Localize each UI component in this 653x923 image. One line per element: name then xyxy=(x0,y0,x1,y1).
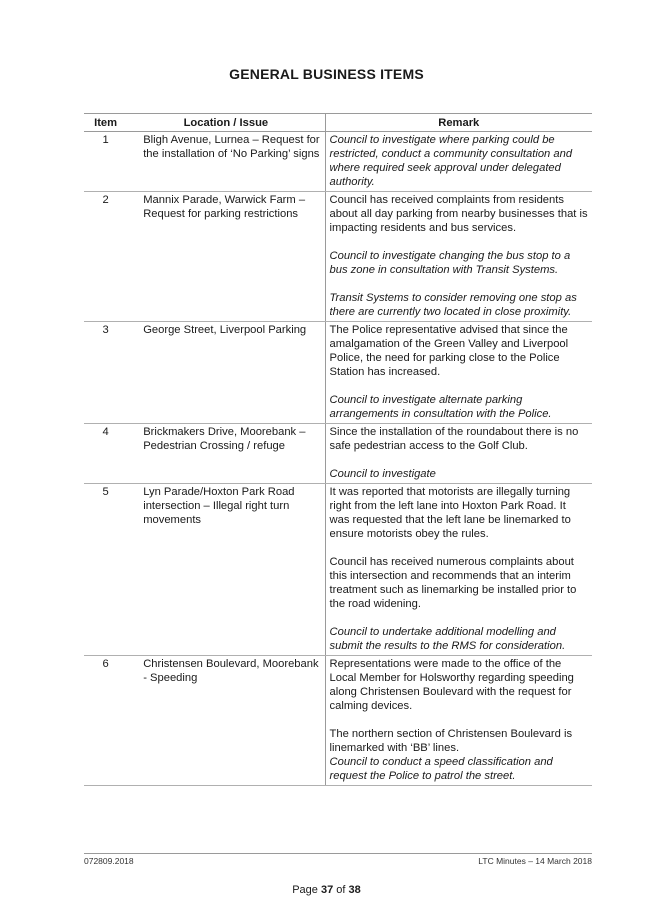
remark-paragraph: Transit Systems to consider removing one stop as there are currently two located in close proximity. xyxy=(329,292,577,318)
item-number: 4 xyxy=(84,424,127,484)
remark-cell xyxy=(325,424,592,484)
remark-paragraph: Council has received complaints from residents about all day parking from nearby businesses that is impacting residents and bus services. xyxy=(329,194,588,234)
location-issue: George Street, Liverpool Parking xyxy=(127,322,325,424)
header-location: Location / Issue xyxy=(127,114,325,132)
table-row xyxy=(84,132,592,192)
page-current: 37 xyxy=(320,884,334,896)
footer-doc-number: 072809.2018 xyxy=(84,856,134,866)
item-number: 3 xyxy=(84,322,127,424)
remark-paragraph: Council to investigate changing the bus stop to a bus zone in consultation with Transit Systems. xyxy=(329,250,571,276)
location-issue: Bligh Avenue, Lurnea – Request for the installation of ‘No Parking’ signs xyxy=(127,132,325,192)
table-header-row xyxy=(84,114,592,132)
remark-paragraph: Representations were made to the office of the Local Member for Holsworthy regarding speeding along Christensen Boulevard with the request for calming devices. xyxy=(329,658,574,712)
table-row xyxy=(84,656,592,786)
page-prefix: Page xyxy=(292,884,318,896)
header-remark: Remark xyxy=(325,114,592,132)
remark-paragraph: The northern section of Christensen Boulevard is linemarked with ‘BB’ lines. xyxy=(329,728,573,754)
remark-cell xyxy=(325,192,592,322)
page-of: of xyxy=(336,884,346,896)
remark-paragraph: Council to investigate where parking could be restricted, conduct a community consultation and where required seek approval under delegated authority. xyxy=(329,134,573,188)
remark-cell xyxy=(325,322,592,424)
remark-paragraph: Council has received numerous complaints about this intersection and recommends that an interim treatment such as linemarking be installed prior to the road widening. xyxy=(329,556,577,610)
item-number: 2 xyxy=(84,192,127,322)
page-number xyxy=(0,884,653,896)
general-business-table xyxy=(84,113,592,786)
table-row xyxy=(84,424,592,484)
table-row xyxy=(84,322,592,424)
remark-paragraph: Council to undertake additional modelling and submit the results to the RMS for consideration. xyxy=(329,626,566,652)
remark-paragraph: It was reported that motorists are illegally turning right from the left lane into Hoxton Park Road. It was requested that the left lane be linemarked to ensure motorists obey the rules. xyxy=(329,486,571,540)
remark-paragraph: Council to investigate alternate parking arrangements in consultation with the Police. xyxy=(329,394,552,420)
page-total: 38 xyxy=(348,884,361,896)
location-issue: Mannix Parade, Warwick Farm – Request for parking restrictions xyxy=(127,192,325,322)
location-issue: Christensen Boulevard, Moorebank - Speeding xyxy=(127,656,325,786)
remark-paragraph: The Police representative advised that since the amalgamation of the Green Valley and Liverpool Police, the need for parking close to the Police Station has increased. xyxy=(329,324,569,378)
remark-cell xyxy=(325,484,592,656)
remark-paragraph: Since the installation of the roundabout there is no safe pedestrian access to the Golf Club. xyxy=(329,426,579,452)
footer-doc-title: LTC Minutes – 14 March 2018 xyxy=(478,856,592,866)
footer-divider xyxy=(84,853,592,854)
page-title: GENERAL BUSINESS ITEMS xyxy=(229,66,424,82)
item-number: 1 xyxy=(84,132,127,192)
remark-paragraph: Council to investigate xyxy=(329,468,436,480)
location-issue: Lyn Parade/Hoxton Park Road intersection – Illegal right turn movements xyxy=(127,484,325,656)
remark-paragraph: Council to conduct a speed classification and request the Police to patrol the street. xyxy=(329,756,553,782)
header-item: Item xyxy=(84,114,127,132)
remark-cell xyxy=(325,132,592,192)
table-body xyxy=(84,132,592,786)
table-row xyxy=(84,192,592,322)
remark-cell xyxy=(325,656,592,786)
item-number: 5 xyxy=(84,484,127,656)
location-issue: Brickmakers Drive, Moorebank – Pedestrian Crossing / refuge xyxy=(127,424,325,484)
item-number: 6 xyxy=(84,656,127,786)
table-row xyxy=(84,484,592,656)
